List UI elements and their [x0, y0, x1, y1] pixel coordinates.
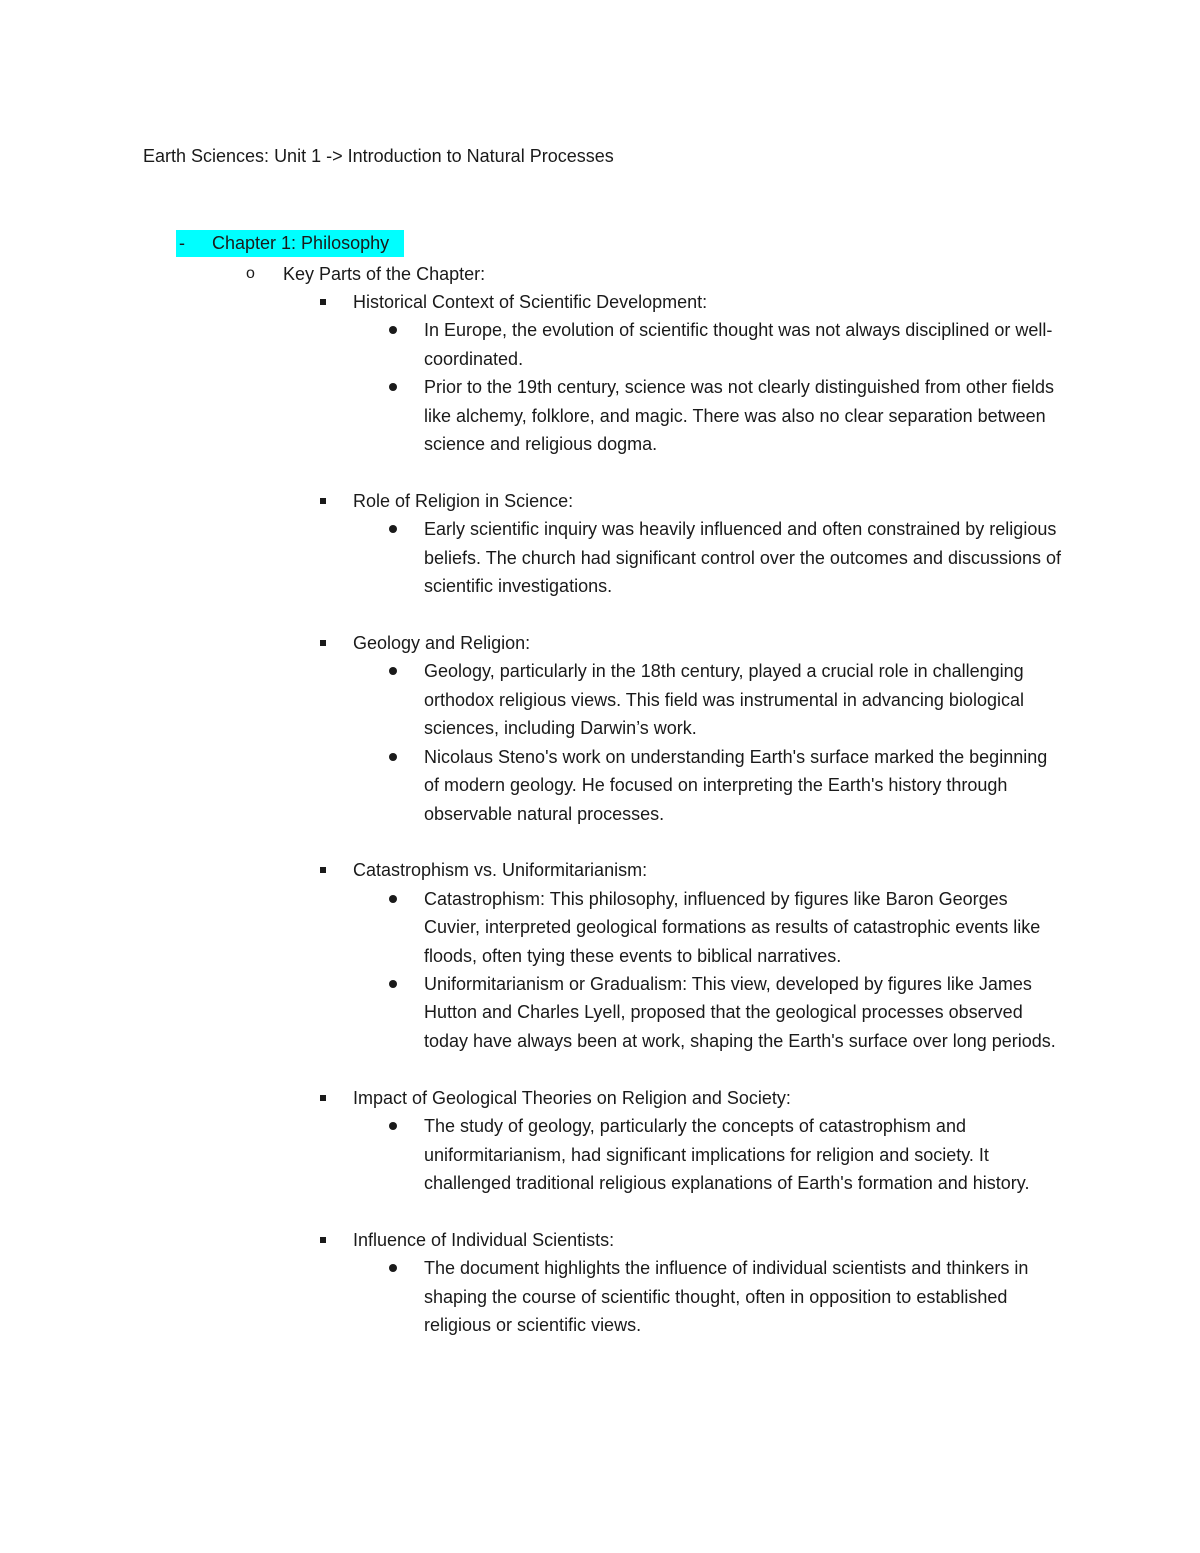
bullet-text: Geology, particularly in the 18th century, played a crucial role in challenging orthodox religious views. This field was instrumental in advancing biological sciences, including Darwin’s work. [424, 661, 1024, 739]
bullet-text: The document highlights the influence of individual scientists and thinkers in shaping the course of scientific thought, often in opposition to established religious or scientific views. [424, 1258, 1029, 1336]
chapter-heading [176, 230, 404, 257]
section-heading [318, 1226, 1078, 1254]
outline-section [318, 1084, 1078, 1198]
section-heading [318, 487, 1078, 515]
bullet-item [318, 657, 1064, 742]
bullet-text: Uniformitarianism or Gradualism: This view, developed by figures like James Hutton and Charles Lyell, proposed that the geological processes observed today have always been at work, shaping the Earth's surface over long periods. [424, 974, 1056, 1051]
round-bullet-icon [389, 753, 397, 761]
section-heading [318, 288, 1078, 316]
section-heading-text: Influence of Individual Scientists: [353, 1229, 615, 1250]
bullet-item [318, 1112, 1064, 1197]
bullet-text: In Europe, the evolution of scientific thought was not always disciplined or well-coordinated. [424, 320, 1053, 369]
square-bullet-icon [320, 1237, 326, 1243]
round-bullet-icon [389, 895, 397, 903]
outline-section [318, 629, 1078, 828]
square-bullet-icon [320, 299, 326, 305]
round-bullet-icon [389, 525, 397, 533]
outline-section [318, 1226, 1078, 1340]
bullet-item [318, 743, 1064, 828]
dash-bullet-icon: - [179, 233, 185, 253]
section-heading-text: Catastrophism vs. Uniformitarianism: [353, 860, 648, 881]
square-bullet-icon [320, 1095, 326, 1101]
round-bullet-icon [389, 326, 397, 334]
bullet-item [318, 885, 1064, 970]
round-bullet-icon [389, 667, 397, 675]
bullet-text: Prior to the 19th century, science was not clearly distinguished from other fields like alchemy, folklore, and magic. There was also no clear separation between science and religious dogma. [424, 377, 1054, 455]
section-heading-text: Role of Religion in Science: [353, 490, 574, 511]
bullet-text: Early scientific inquiry was heavily influenced and often constrained by religious beliefs. The church had significant control over the outcomes and discussions of scientific investigations. [424, 519, 1062, 597]
section-heading [318, 856, 1078, 884]
outline-section [318, 856, 1078, 1055]
round-bullet-icon [389, 980, 397, 988]
square-bullet-icon [320, 867, 326, 873]
section-heading [318, 629, 1078, 657]
section-heading-text: Geology and Religion: [353, 633, 531, 654]
section-list [318, 288, 1078, 1368]
bullet-item [318, 316, 1064, 373]
section-heading-text: Historical Context of Scientific Development: [353, 292, 708, 312]
bullet-item [318, 970, 1064, 1055]
bullet-text: Catastrophism: This philosophy, influenced by figures like Baron Georges Cuvier, interpreted geological formations as results of catastrophic events like floods, often tying these events to biblical narratives. [424, 888, 1041, 966]
outline-section [318, 288, 1078, 458]
square-bullet-icon [320, 498, 326, 504]
square-bullet-icon [320, 640, 326, 646]
key-parts-label: Key Parts of the Chapter: [283, 264, 486, 284]
bullet-text: Nicolaus Steno's work on understanding Earth's surface marked the beginning of modern geology. He focused on interpreting the Earth's history through observable natural processes. [424, 746, 1048, 824]
document-title: Earth Sciences: Unit 1 -> Introduction to Natural Processes [143, 146, 614, 166]
round-bullet-icon [389, 1122, 397, 1130]
bullet-item [318, 1254, 1064, 1339]
section-heading-text: Impact of Geological Theories on Religion and Society: [353, 1087, 791, 1108]
bullet-item [318, 515, 1064, 600]
round-bullet-icon [389, 1264, 397, 1272]
circle-bullet-icon: o [246, 265, 255, 282]
section-heading [318, 1084, 1078, 1112]
bullet-item [318, 373, 1064, 458]
outline-section [318, 487, 1078, 601]
round-bullet-icon [389, 383, 397, 391]
bullet-text: The study of geology, particularly the concepts of catastrophism and uniformitarianism, had significant implications for religion and society. It challenged traditional religious explanations of Earth's formation and history. [424, 1116, 1030, 1193]
chapter-title: Chapter 1: Philosophy [212, 233, 390, 253]
